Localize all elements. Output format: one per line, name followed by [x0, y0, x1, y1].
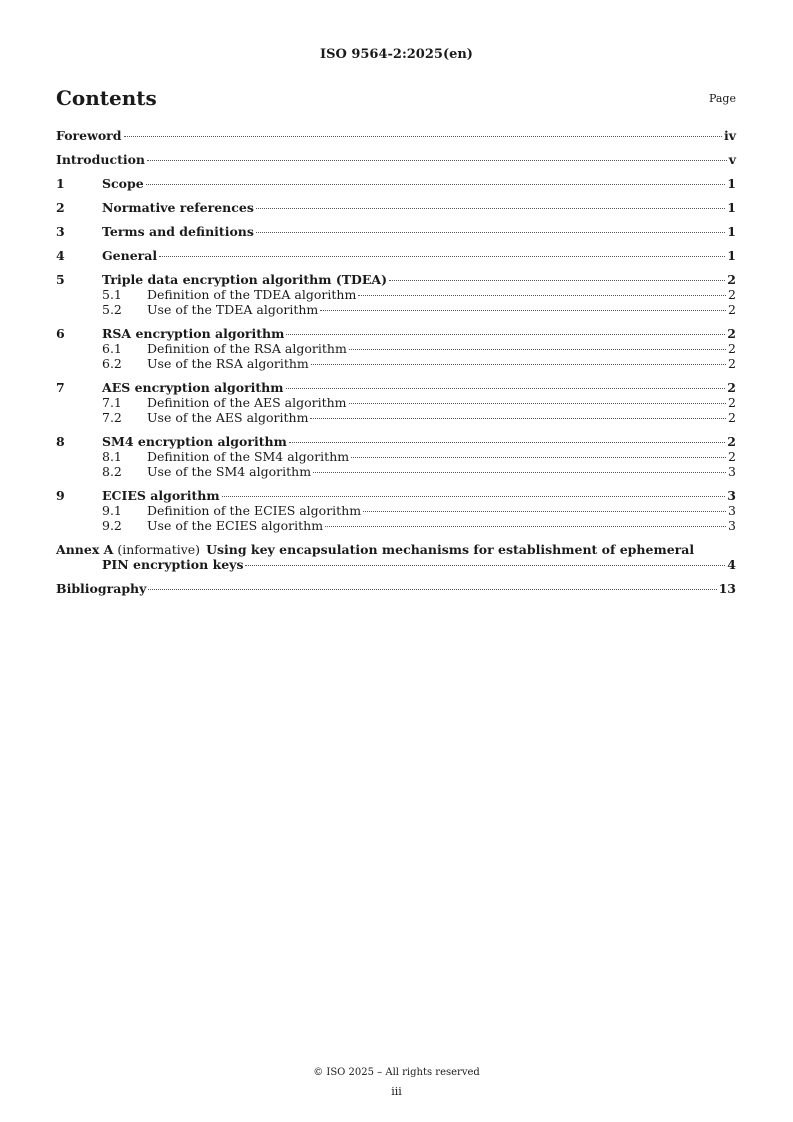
toc-entry-section-2[interactable] [56, 200, 736, 215]
toc-entry-number: 9 [56, 488, 65, 503]
toc-entry-label: General [102, 248, 158, 263]
dot-leader [256, 208, 725, 209]
page-number: iii [391, 1085, 402, 1098]
toc-entry-page: 1 [727, 200, 736, 215]
toc-section-group [56, 488, 736, 533]
toc-entry-section-7[interactable] [56, 380, 736, 395]
toc-entry-page: 4 [727, 557, 736, 572]
dot-leader [148, 589, 716, 590]
toc-entry-number: 9.1 [102, 503, 122, 518]
toc-entry-label: Use of the AES algorithm [147, 410, 309, 425]
toc-entry-subsection-5-1[interactable] [56, 287, 736, 302]
toc-entry-page: 1 [727, 224, 736, 239]
toc-entry-page: 2 [728, 410, 736, 425]
toc-entry-subsection-5-2[interactable] [56, 302, 736, 317]
toc-entry-number: 4 [56, 248, 65, 263]
toc-entry-label: Use of the TDEA algorithm [147, 302, 319, 317]
toc-entry-number: 6.2 [102, 356, 122, 371]
toc-entry-number: 7 [56, 380, 65, 395]
toc-section-group [56, 200, 736, 215]
dot-leader [147, 160, 727, 161]
toc-entry-number: 1 [56, 176, 65, 191]
annex-title-line1: Using key encapsulation mechanisms for establishment of ephemeral [206, 542, 695, 557]
dot-leader [124, 136, 722, 137]
toc-entry-label: Definition of the SM4 algorithm [147, 449, 350, 464]
toc-entry-page: 1 [727, 176, 736, 191]
dot-leader [349, 349, 726, 350]
toc-entry-foreword[interactable] [56, 128, 736, 143]
toc-entry-label: Definition of the TDEA algorithm [147, 287, 357, 302]
toc-entry-introduction[interactable] [56, 152, 736, 167]
toc-entry-number: 5 [56, 272, 65, 287]
toc-entry-number: 6.1 [102, 341, 122, 356]
toc-entry-label: Normative references [102, 200, 254, 215]
toc-entry-label: Definition of the ECIES algorithm [147, 503, 362, 518]
toc-entry-page: 2 [728, 287, 736, 302]
annex-prefix: Annex A [56, 542, 114, 557]
toc-entry-label: Foreword [56, 128, 122, 143]
dot-leader [245, 565, 725, 566]
toc-entry-section-6[interactable] [56, 326, 736, 341]
dot-leader [349, 403, 727, 404]
dot-leader [289, 442, 725, 443]
toc-entry-label: Bibliography [56, 581, 147, 596]
document-id-header: ISO 9564-2:2025(en) [320, 47, 473, 62]
dot-leader [286, 388, 726, 389]
toc-entry-section-9[interactable] [56, 488, 736, 503]
toc-entry-page: 2 [728, 341, 736, 356]
toc-entry-number: 5.1 [102, 287, 122, 302]
toc-entry-section-5[interactable] [56, 272, 736, 287]
copyright-footer: © ISO 2025 – All rights reserved [313, 1067, 480, 1078]
toc-entry-number: 7.1 [102, 395, 122, 410]
toc-entry-section-8[interactable] [56, 434, 736, 449]
toc-entry-number: 8.1 [102, 449, 122, 464]
toc-entry-section-3[interactable] [56, 224, 736, 239]
toc-entry-number: 8 [56, 434, 65, 449]
toc-section-group [56, 272, 736, 317]
annex-informative-note: (informative) [117, 542, 201, 557]
dot-leader [363, 511, 726, 512]
toc-section-group [56, 326, 736, 371]
dot-leader [146, 184, 726, 185]
toc-entry-label: Triple data encryption algorithm (TDEA) [102, 272, 388, 287]
dot-leader [389, 280, 725, 281]
toc-entry-subsection-8-2[interactable] [56, 464, 736, 479]
toc-entry-subsection-9-1[interactable] [56, 503, 736, 518]
dot-leader [222, 496, 726, 497]
toc-entry-subsection-6-2[interactable] [56, 356, 736, 371]
toc-entry-number: 7.2 [102, 410, 122, 425]
toc-entry-page: 2 [727, 434, 736, 449]
toc-entry-label: Use of the ECIES algorithm [147, 518, 324, 533]
toc-sections [56, 176, 736, 533]
toc-entry-subsection-7-1[interactable] [56, 395, 736, 410]
toc-entry-page: 13 [718, 581, 736, 596]
toc-entry-annex-a[interactable] [56, 542, 736, 572]
dot-leader [256, 232, 725, 233]
toc-entry-label: Use of the RSA algorithm [147, 356, 309, 371]
toc-section-group [56, 434, 736, 479]
annex-title-line2: PIN encryption keys [102, 557, 244, 572]
toc-entry-bibliography[interactable] [56, 581, 736, 596]
toc-entry-page: v [728, 152, 736, 167]
toc-entry-subsection-7-2[interactable] [56, 410, 736, 425]
toc-entry-section-4[interactable] [56, 248, 736, 263]
toc-entry-page: 3 [728, 503, 736, 518]
toc-entry-label: Definition of the AES algorithm [147, 395, 347, 410]
toc-entry-number: 8.2 [102, 464, 122, 479]
toc-entry-number: 2 [56, 200, 65, 215]
dot-leader [325, 526, 726, 527]
page-title: Contents [56, 86, 157, 110]
toc-entry-label: Definition of the RSA algorithm [147, 341, 347, 356]
toc-entry-label: Use of the SM4 algorithm [147, 464, 312, 479]
dot-leader [311, 364, 726, 365]
toc-entry-page: 3 [728, 464, 736, 479]
toc-entry-subsection-8-1[interactable] [56, 449, 736, 464]
dot-leader [358, 295, 726, 296]
dot-leader [310, 418, 726, 419]
toc-entry-number: 9.2 [102, 518, 122, 533]
toc-section-group [56, 224, 736, 239]
dot-leader [286, 334, 725, 335]
toc-entry-number: 6 [56, 326, 65, 341]
toc-entry-subsection-6-1[interactable] [56, 341, 736, 356]
dot-leader [159, 256, 725, 257]
toc-section-group [56, 176, 736, 191]
table-of-contents [56, 128, 736, 596]
toc-section-group [56, 248, 736, 263]
toc-entry-label: Terms and definitions [102, 224, 254, 239]
dot-leader [320, 310, 726, 311]
toc-entry-label: ECIES algorithm [102, 488, 220, 503]
dot-leader [313, 472, 726, 473]
toc-entry-page: 2 [728, 302, 736, 317]
toc-entry-label: SM4 encryption algorithm [102, 434, 287, 449]
page-column-label: Page [708, 92, 736, 105]
toc-entry-page: 3 [727, 488, 736, 503]
toc-entry-page: 2 [727, 380, 736, 395]
toc-entry-page: 2 [727, 272, 736, 287]
toc-entry-label: RSA encryption algorithm [102, 326, 285, 341]
toc-entry-number: 5.2 [102, 302, 122, 317]
toc-entry-page: 2 [727, 326, 736, 341]
toc-entry-label: Introduction [56, 152, 146, 167]
toc-entry-section-1[interactable] [56, 176, 736, 191]
toc-entry-page: 2 [728, 395, 736, 410]
toc-entry-number: 3 [56, 224, 65, 239]
toc-entry-page: 3 [728, 518, 736, 533]
toc-entry-page: iv [723, 128, 736, 143]
toc-entry-page: 2 [728, 449, 736, 464]
toc-section-group [56, 380, 736, 425]
toc-entry-label: AES encryption algorithm [102, 380, 284, 395]
toc-entry-page: 1 [727, 248, 736, 263]
dot-leader [351, 457, 726, 458]
toc-entry-subsection-9-2[interactable] [56, 518, 736, 533]
toc-entry-label: Scope [102, 176, 144, 191]
toc-entry-page: 2 [728, 356, 736, 371]
